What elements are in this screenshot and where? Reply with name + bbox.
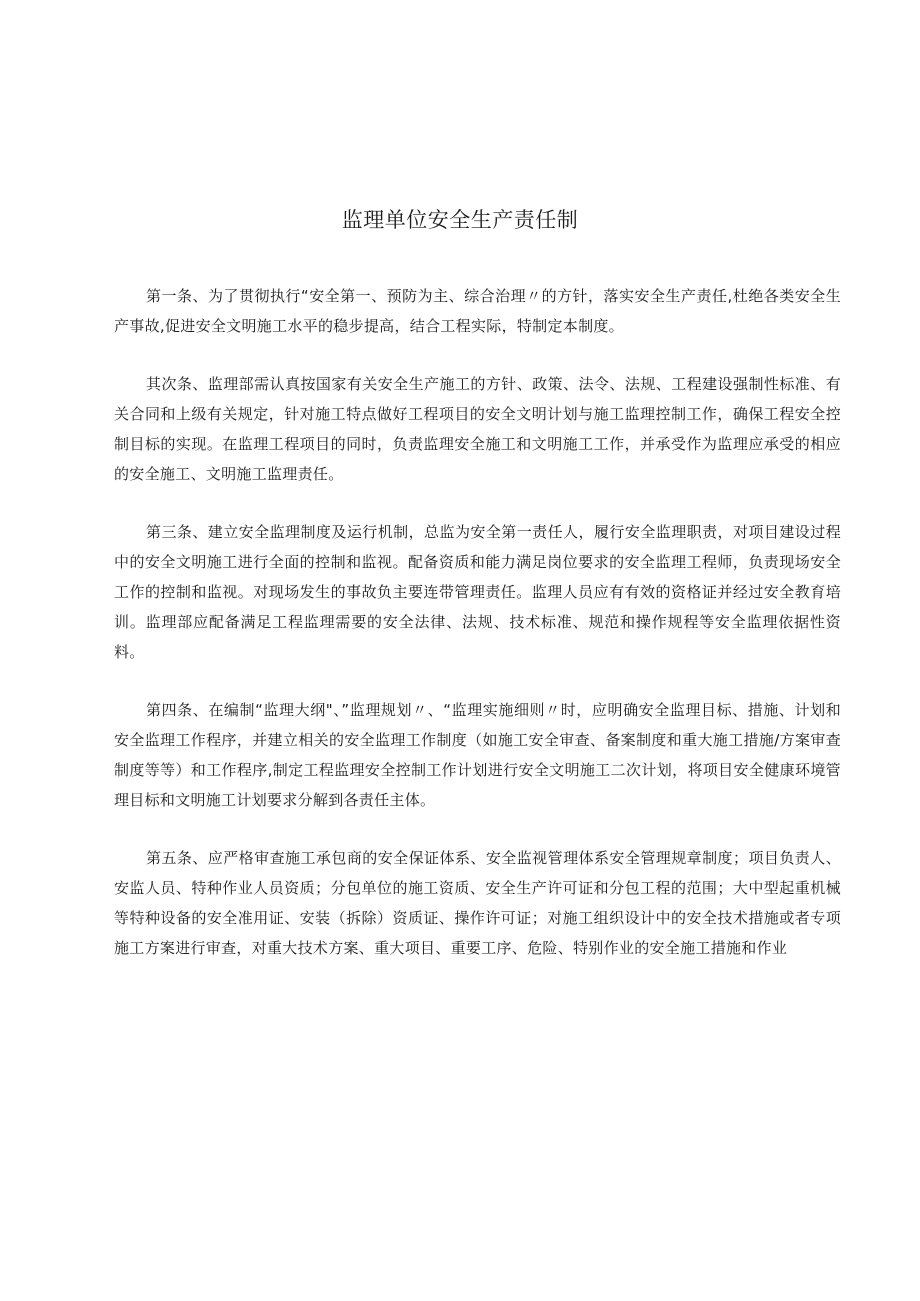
article-4-paragraph: 第四条、在编制“监理大纲"、”监理规划〃、“监理实施细则〃时，应明确安全监理目标、措施、计划和安全监理工作程序，并建立相关的安全监理工作制度（如施工安全审查、备案制度和重大施工措施/方案审查制度等等）和工作程序,制定工程监理安全控制工作计划进行安全文明施工二次计划，将项目安全健康环境管理目标和文明施工计划要求分解到各责任主体。 [114,701,841,809]
article-1-paragraph: 第一条、为了贯彻执行“安全第一、预防为主、综合治理〃的方针，落实安全生产责任,杜绝各类安全生产事故,促进安全文明施工水平的稳步提高，结合工程实际，特制定本制度。 [114,287,841,335]
article-2-paragraph: 其次条、监理部需认真按国家有关安全生产施工的方针、政策、法令、法规、工程建设强制性标准、有关合同和上级有关规定，针对施工特点做好工程项目的安全文明计划与施工监理控制工作，确保工程安全控制目标的实现。在监理工程项目的同时，负责监理安全施工和文明施工工作，并承受作为监理应承受的相应的安全施工、文明施工监理责任。 [114,375,841,483]
document-title: 监理单位安全生产责任制 [341,208,579,232]
article-5-paragraph: 第五条、应严格审查施工承包商的安全保证体系、安全监视管理体系安全管理规章制度；项目负责人、安监人员、特种作业人员资质；分包单位的施工资质、安全生产许可证和分包工程的范围；大中型起重机械等特种设备的安全准用证、安装（拆除）资质证、操作许可证；对施工组织设计中的安全技术措施或者专项施工方案进行审查，对重大技术方案、重大项目、重要工序、危险、特别作业的安全施工措施和作业 [114,849,841,957]
article-3-paragraph: 第三条、建立安全监理制度及运行机制，总监为安全第一责任人，履行安全监理职责，对项目建设过程中的安全文明施工进行全面的控制和监视。配备资质和能力满足岗位要求的安全监理工程师，负责现场安全工作的控制和监视。对现场发生的事故负主要连带管理责任。监理人员应有有效的资格证并经过安全教育培训。监理部应配备满足工程监理需要的安全法律、法规、技术标准、规范和操作规程等安全监理依据性资料。 [114,523,841,661]
document-body [114,281,841,991]
